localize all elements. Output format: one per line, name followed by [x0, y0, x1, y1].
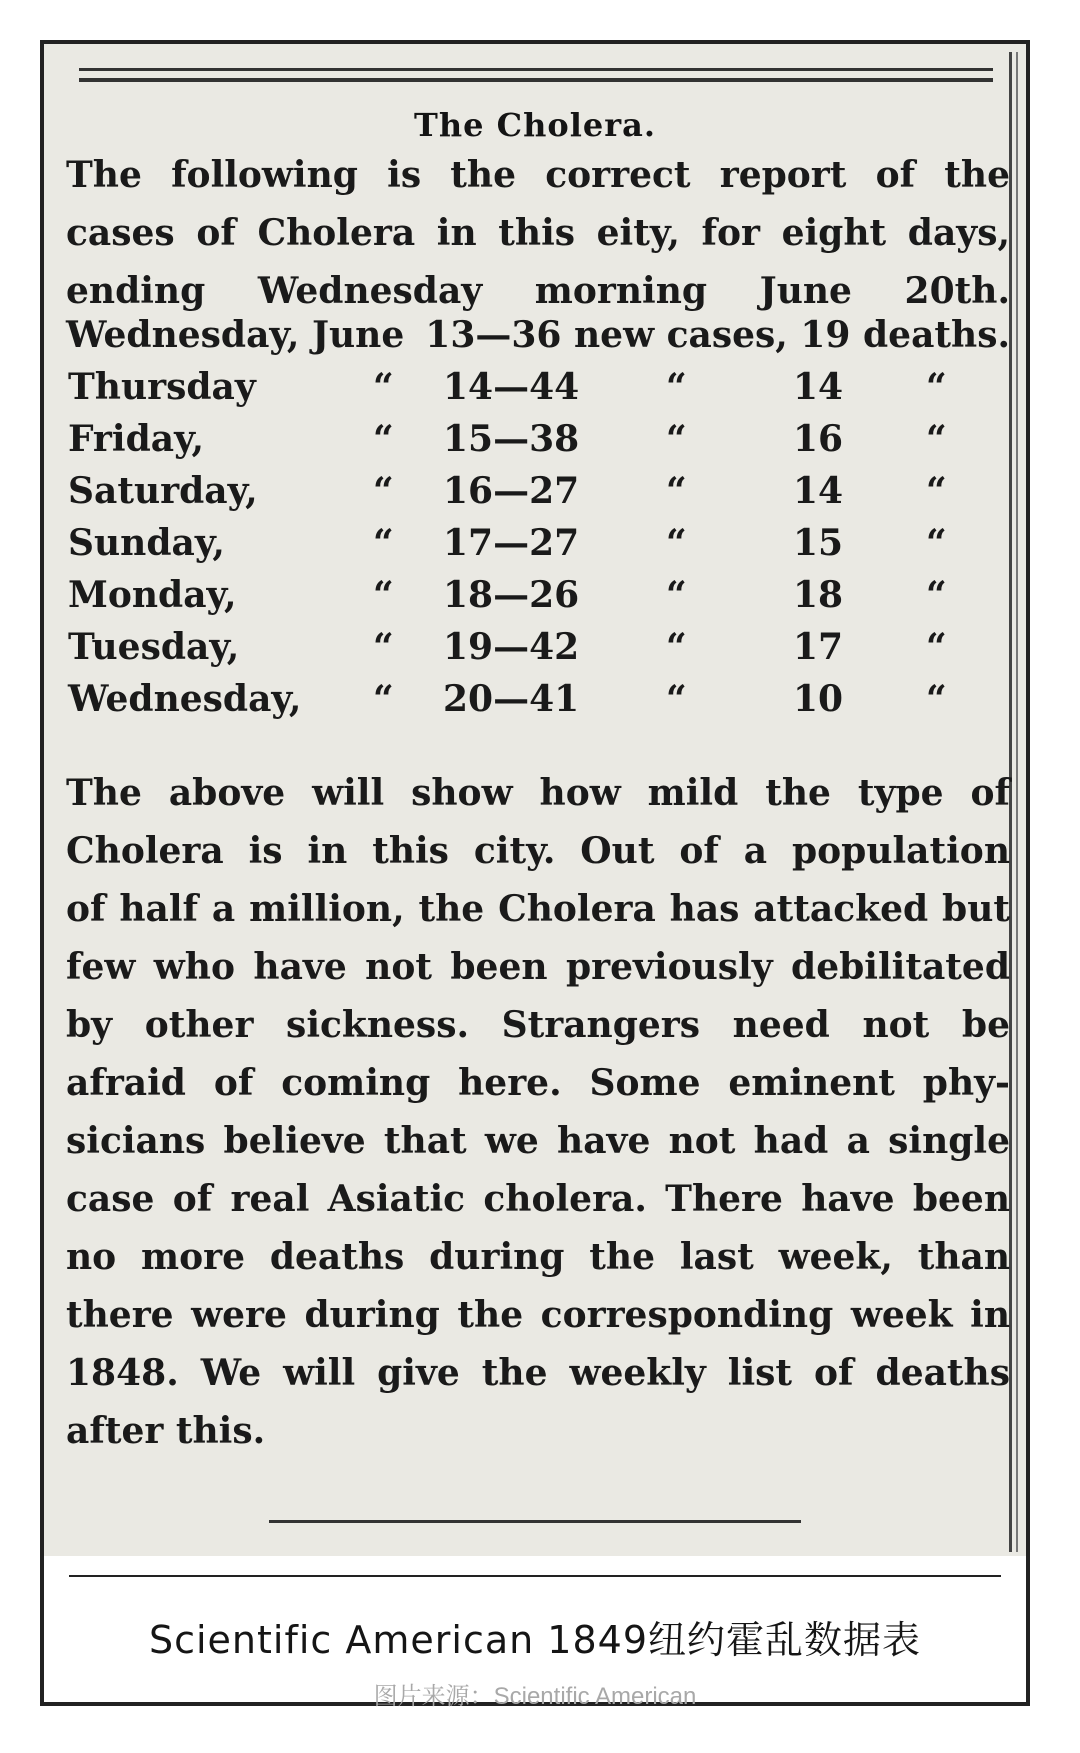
report-row — [66, 678, 1010, 734]
report-row — [66, 314, 1010, 370]
top-rule — [79, 68, 993, 71]
ditto-mark: “ — [373, 522, 394, 564]
body-line: case of real Asiatic cholera. There have been — [66, 1178, 1010, 1220]
intro-line: cases of Cholera in this eity, for eight days, — [66, 212, 1010, 254]
body-line: after this. — [66, 1410, 266, 1452]
report-day: Saturday, — [68, 470, 258, 512]
intro-line: ending Wednesday morning June 20th. — [66, 270, 1010, 312]
ditto-mark: “ — [373, 470, 394, 512]
body-line: there were during the corresponding week in — [66, 1294, 1010, 1336]
body-line: no more deaths during the last week, than — [66, 1236, 1010, 1278]
ditto-mark: “ — [373, 418, 394, 460]
report-day: Tuesday, — [68, 626, 240, 668]
report-deaths: 14 — [793, 470, 844, 512]
report-deaths: 14 — [793, 366, 844, 408]
ditto-mark: “ — [926, 678, 947, 720]
ditto-mark: “ — [926, 366, 947, 408]
report-day: Thursday — [68, 366, 256, 408]
ditto-mark: “ — [666, 366, 687, 408]
report-row — [66, 366, 1010, 422]
report-row — [66, 522, 1010, 578]
report-deaths: 10 — [793, 678, 844, 720]
report-row — [66, 470, 1010, 526]
intro-line: The following is the correct report of the — [66, 154, 1010, 196]
ditto-mark: “ — [373, 366, 394, 408]
report-deaths: 15 — [793, 522, 844, 564]
ditto-mark: “ — [666, 522, 687, 564]
report-row — [66, 626, 1010, 682]
report-day: Monday, — [68, 574, 237, 616]
image-frame — [40, 40, 1030, 1710]
body-line: few who have not been previously debilitated — [66, 946, 1010, 988]
report-cases: 15—38 — [443, 418, 580, 460]
body-line: The above will show how mild the type of — [66, 772, 1010, 814]
article-title: The Cholera. — [414, 106, 656, 144]
body-line: afraid of coming here. Some eminent phy- — [66, 1062, 1010, 1104]
caption-divider — [69, 1575, 1001, 1577]
bottom-rule — [269, 1520, 801, 1523]
intro-paragraph — [66, 146, 1010, 320]
image-caption: Scientific American 1849纽约霍乱数据表 — [148, 1618, 922, 1662]
ditto-mark: “ — [373, 678, 394, 720]
ditto-mark: “ — [926, 626, 947, 668]
report-row — [66, 574, 1010, 630]
report-entry: 13—36 new cases, 19 deaths. — [425, 314, 1010, 356]
report-day: Friday, — [68, 418, 205, 460]
ditto-mark: “ — [373, 626, 394, 668]
report-day: Wednesday, June — [66, 314, 405, 356]
ditto-mark: “ — [666, 418, 687, 460]
report-cases: 19—42 — [443, 626, 580, 668]
ditto-mark: “ — [666, 626, 687, 668]
body-line: of half a million, the Cholera has attacked but — [66, 888, 1010, 930]
column-border-inner — [1016, 52, 1018, 1552]
report-deaths: 17 — [793, 626, 844, 668]
ditto-mark: “ — [926, 470, 947, 512]
top-double-rule — [79, 78, 993, 82]
body-line: 1848. We will give the weekly list of deaths — [66, 1352, 1010, 1394]
ditto-mark: “ — [666, 470, 687, 512]
report-cases: 16—27 — [443, 470, 580, 512]
ditto-mark: “ — [926, 522, 947, 564]
report-deaths: 16 — [793, 418, 844, 460]
report-day: Sunday, — [68, 522, 225, 564]
ditto-mark: “ — [926, 418, 947, 460]
body-line: by other sickness. Strangers need not be — [66, 1004, 1010, 1046]
report-row — [66, 418, 1010, 474]
report-cases: 17—27 — [443, 522, 580, 564]
ditto-mark: “ — [373, 574, 394, 616]
report-cases: 20—41 — [443, 678, 580, 720]
ditto-mark: “ — [666, 574, 687, 616]
body-paragraph — [66, 764, 1010, 1460]
ditto-mark: “ — [666, 678, 687, 720]
report-deaths: 18 — [793, 574, 844, 616]
body-line: Cholera is in this city. Out of a population — [66, 830, 1010, 872]
image-source: 图片来源：Scientific American — [373, 1683, 697, 1710]
ditto-mark: “ — [926, 574, 947, 616]
body-line: sicians believe that we have not had a single — [66, 1120, 1010, 1162]
newspaper-clipping — [44, 44, 1026, 1556]
report-cases: 14—44 — [443, 366, 580, 408]
report-day: Wednesday, — [68, 678, 302, 720]
report-cases: 18—26 — [443, 574, 580, 616]
